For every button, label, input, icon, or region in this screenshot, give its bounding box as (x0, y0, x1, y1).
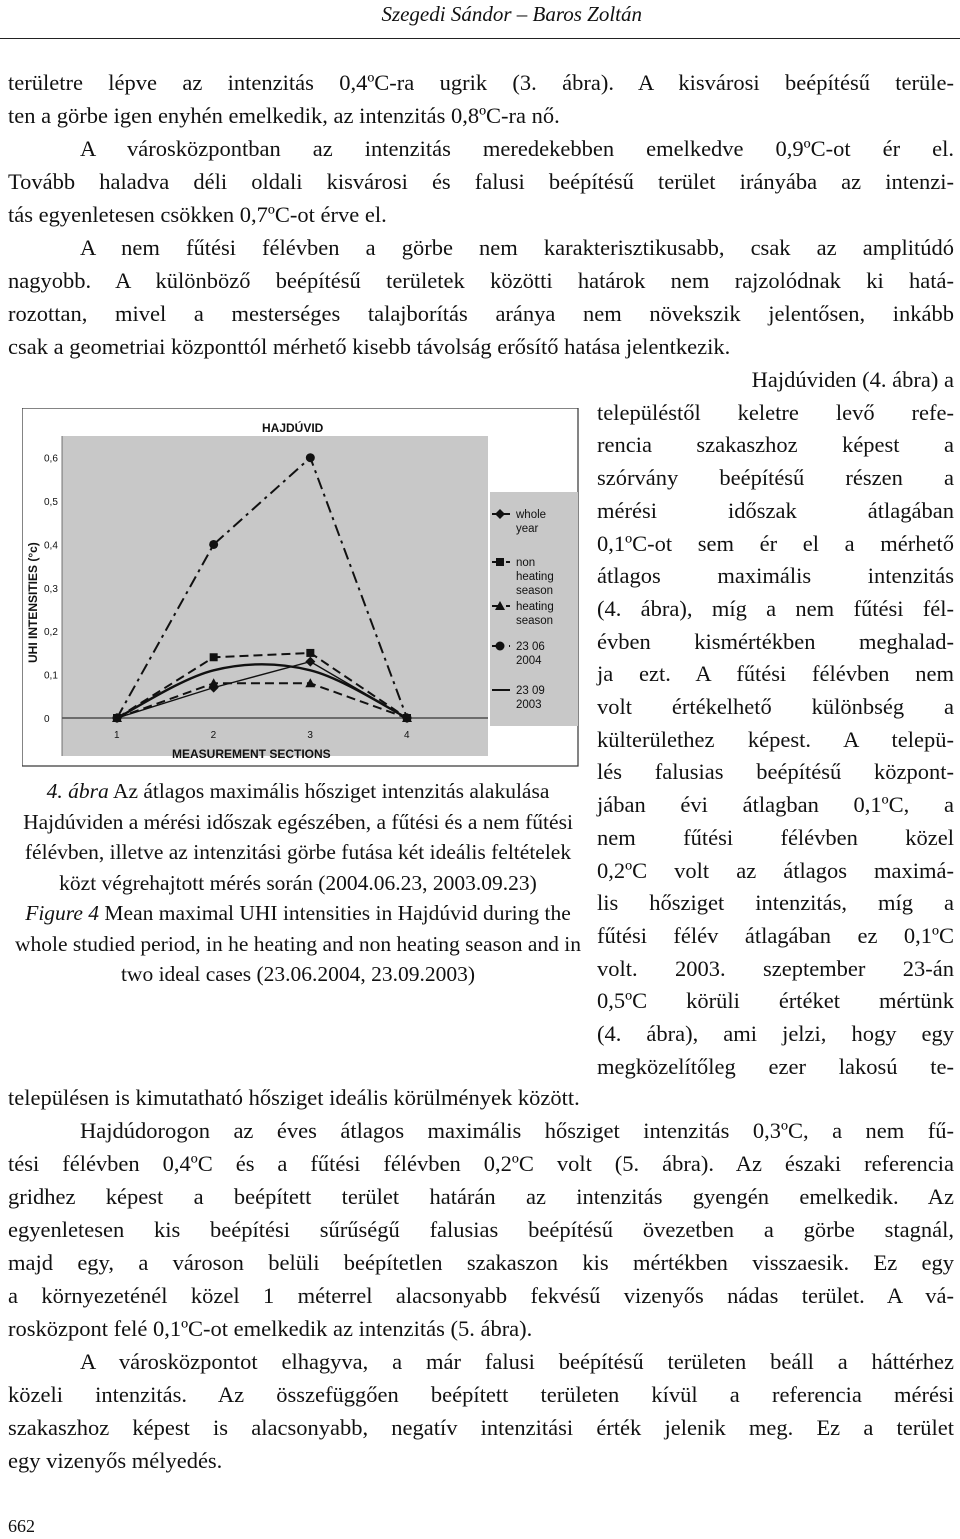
page-number: 662 (8, 1516, 35, 1536)
legend-label: 23 06 (516, 641, 545, 653)
running-header (0, 0, 960, 39)
body-line: szakaszhoz képest is alacsonyabb, negatív intenzitási érték jelenik meg. Ez a terület (8, 1415, 954, 1440)
body-line: megközelítőleg ezer lakosú te- (597, 1053, 954, 1079)
legend-label: heating (516, 571, 554, 583)
body-line: közeli intenzitás. Az összefüggően beépített területen kívül a referencia mérési (8, 1382, 954, 1407)
body-line: csak a geometriai központtól mérhető kisebb távolság erősítő hatása jelentkezik. (8, 334, 731, 359)
right-column-text (597, 364, 954, 1083)
running-title: Szegedi Sándor – Baros Zoltán (381, 2, 642, 26)
y-tick-label: 0,5 (44, 497, 58, 509)
caption-hu-label: 4. ábra (46, 779, 109, 803)
body-line: nem fűtési félévben közel (597, 824, 954, 850)
legend-swatch-marker (496, 642, 505, 651)
legend-swatch-marker (496, 558, 504, 566)
caption-en-label: Figure 4 (25, 901, 100, 925)
caption-en-text: Mean maximal UHI intensities in Hajdúvid during the whole studied period, in he heating and non heating season and in two ideal cases (23.06.2004, 23.09.2003) (14, 901, 582, 986)
body-line: lés falusias beépítésű központ- (597, 759, 954, 785)
body-line: Hajdúdorogon az éves átlagos maximális hősziget intenzitás 0,3ºC, a nem fű- (80, 1118, 954, 1143)
data-point (306, 649, 314, 657)
body-line: területre lépve az intenzitás 0,4ºC-ra ugrik (3. ábra). A kisvárosi beépítésű terüle- (8, 70, 954, 95)
body-line: szórvány beépítésű részen a (597, 465, 954, 491)
y-axis-label: UHI INTENSITIES (°c) (26, 542, 40, 663)
body-line: településen is kimutatható hősziget ideális körülmények között. (8, 1085, 580, 1110)
body-line: 0,1ºC-ot sem ér el a mérhető (597, 530, 954, 556)
body-line: fűtési félév átlagában ez 0,1ºC (597, 922, 954, 948)
body-line: A nem fűtési félévben a görbe nem karakterisztikusabb, csak az amplitúdó (80, 235, 954, 260)
x-tick-label: 4 (404, 730, 410, 741)
body-line: ten a görbe igen enyhén emelkedik, az intenzitás 0,8ºC-ra nő. (8, 103, 560, 128)
data-point (306, 453, 315, 462)
body-line: A városközpontot elhagyva, a már falusi beépítésű területen beáll a háttérhez (80, 1349, 954, 1374)
data-point (209, 540, 218, 549)
body-line: egy vizenyős mélyedés. (8, 1448, 223, 1473)
body-line: Hajdúviden (4. ábra) a (751, 367, 954, 392)
body-line: jában évi átlagban 0,1ºC, a (597, 792, 954, 818)
legend-label: 2004 (516, 655, 542, 667)
body-line: átlagos maximális intenzitás (597, 563, 954, 589)
figure-caption (10, 776, 586, 990)
plot-area (62, 436, 488, 756)
y-tick-label: 0,4 (44, 540, 58, 552)
x-tick-label: 2 (210, 730, 217, 741)
body-line: településtől keletre levő refe- (597, 399, 954, 425)
body-line: A városközpontban az intenzitás meredekebben emelkedve 0,9ºC-ot ér el. (80, 136, 954, 161)
legend-label: 2003 (516, 699, 542, 711)
body-line: (4. ábra), ami jelzi, hogy egy (597, 1021, 954, 1047)
body-line: tás egyenletesen csökken 0,7ºC-ot érve el. (8, 202, 387, 227)
x-tick-label: 3 (307, 730, 313, 741)
body-line: mérési időszak átlagában (597, 497, 954, 523)
body-line: volt. 2003. szeptember 23-án (597, 955, 954, 981)
legend-label: year (516, 523, 539, 535)
body-line: rosközpont felé 0,1ºC-ot emelkedik az intenzitás (5. ábra). (8, 1316, 533, 1341)
body-line: ja ezt. A fűtési félévben nem (597, 661, 954, 687)
body-line: egyenletesen kis beépítési sűrűségű falusias beépítésű övezetben a görbe stagnál, (8, 1217, 954, 1242)
body-line: 0,2ºC volt az átlagos maximá- (597, 857, 954, 883)
legend-label: heating (516, 601, 554, 613)
body-line: nagyobb. A különböző beépítésű területek közötti határok nem rajzolódnak ki hatá- (8, 268, 954, 293)
body-line: gridhez képest a beépített terület határán az intenzitás gyengén emelkedik. Az (8, 1184, 954, 1209)
legend-label: whole (516, 509, 547, 521)
body-line: 0,5ºC körüli értéket mértünk (597, 988, 954, 1014)
body-line: a környezeténél közel 1 méterrel alacsonyabb fekvésű vizenyős nádas terület. A vá- (8, 1283, 954, 1308)
x-axis-label: MEASUREMENT SECTIONS (172, 747, 331, 761)
chart-title: HAJDÚVID (262, 421, 324, 435)
y-tick-label: 0,3 (44, 583, 58, 595)
y-tick-label: 0,1 (44, 670, 58, 682)
legend-label: 23 09 (516, 685, 545, 697)
figure-4-chart (22, 408, 582, 770)
legend-label: non (516, 557, 536, 569)
body-line: rencia szakaszhoz képest a (597, 432, 954, 458)
body-line: rozottan, mivel a mesterséges talajborítás aránya nem növekszik jelentősen, inkább (8, 301, 954, 326)
chart-svg (22, 408, 582, 770)
y-tick-label: 0 (44, 714, 50, 725)
body-line: tési félévben 0,4ºC és a fűtési félévben 0,2ºC volt (5. ábra). Az északi referencia (8, 1151, 954, 1176)
body-line: volt értékelhető különbség a (597, 694, 954, 720)
body-line: külterülethez képest. A telepü- (597, 726, 954, 752)
body-line: évben kismértékben meghalad- (597, 628, 954, 654)
caption-hu-text: Az átlagos maximális hősziget intenzitás alakulása Hajdúviden a mérési időszak egészében, a fűtési és a nem fűtési félévben, illetve az intenzitási görbe futása két ideális feltételek közt végrehajtott mérés során (2004.06.23, 2003.09.23) (23, 779, 573, 895)
body-line: majd egy, a városon belüli beépítetlen szakaszon kis mértékben visszaesik. Ez egy (8, 1250, 954, 1275)
y-tick-label: 0,2 (44, 627, 58, 639)
body-line: Tovább haladva déli oldali kisvárosi és falusi beépítésű terület irányába az intenzi- (8, 169, 954, 194)
x-tick-label: 1 (114, 730, 120, 741)
y-tick-label: 0,6 (44, 453, 58, 465)
data-point (210, 653, 218, 661)
legend-label: season (516, 585, 554, 597)
body-line: (4. ábra), míg a nem fűtési fél- (597, 595, 954, 621)
body-line: lis hősziget intenzitás, míg a (597, 890, 954, 916)
legend-label: season (516, 615, 554, 627)
